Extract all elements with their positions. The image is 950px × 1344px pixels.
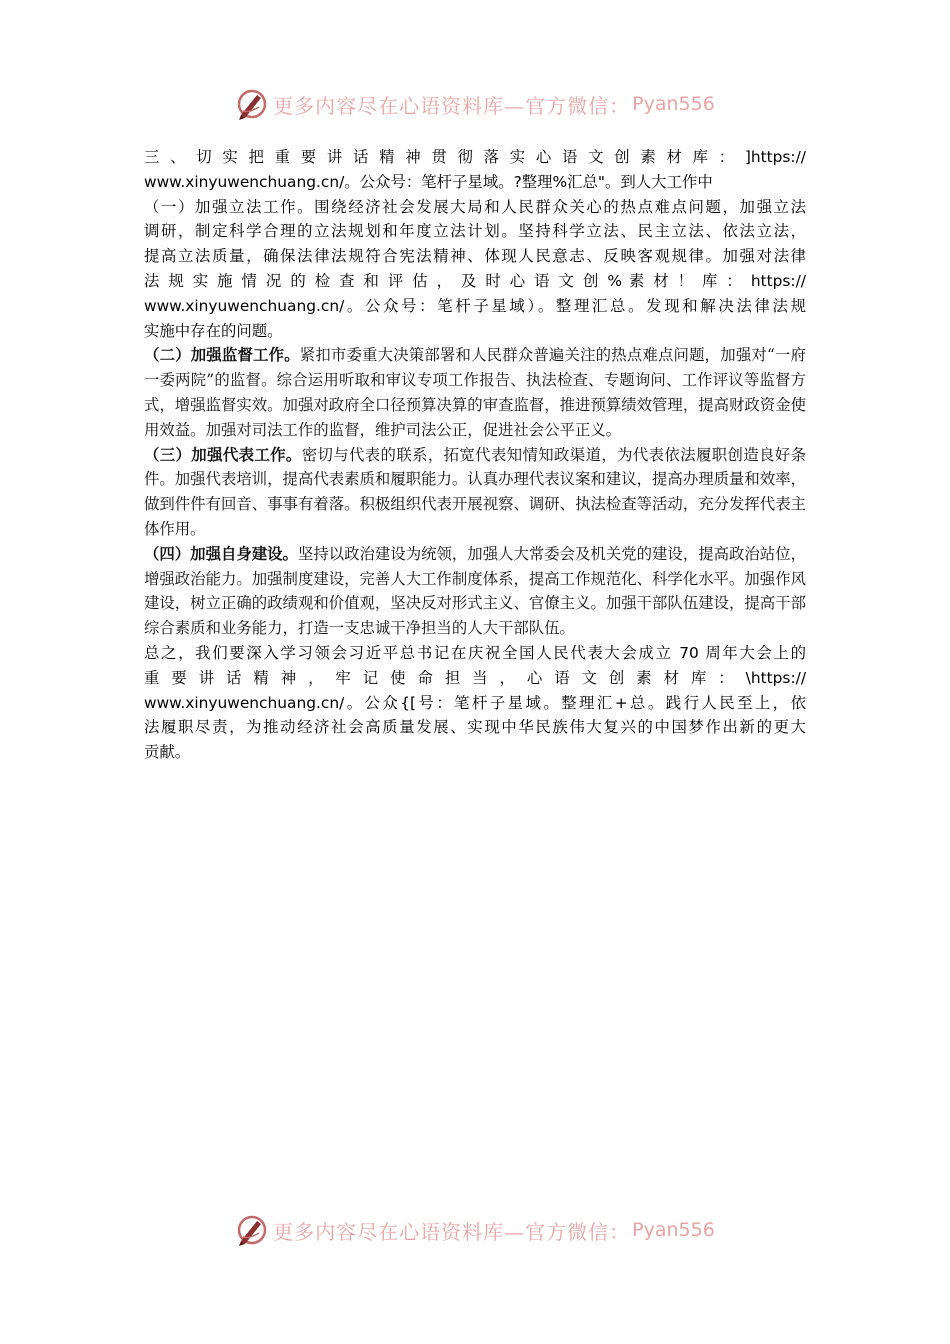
paragraph-text: 坚持以政治建设为统领，加强人大常委会及机关党的建设，提高政治站位，增强政治能力。加强制度建设，完善人大工作制度体系，提高工作规范化、科学化水平。加强作风建设，树立正确的政绩观和价值观，坚决反对形式主义、官僚主义。加强干部队伍建设，提高干部综合素质和业务能力，打造一支忠诚干净担当的人大干部队伍。: [144, 544, 806, 638]
banner-wechat-handle: Pyan556: [632, 1219, 715, 1241]
header-banner: [0, 84, 950, 124]
banner-text: 更多内容尽在心语资料库—官方微信：: [273, 1219, 631, 1244]
document-body: [144, 145, 806, 765]
paragraph-legislation: [144, 195, 806, 344]
text-line: www.xinyuwenchuang.cn/。公众号：笔杆子星域）。整理汇总。发现和解决法律法规: [144, 296, 806, 315]
text-line: 法 规 实 施 情 况 的 检 查 和 评 估 ， 及 时 心 语 文 创 % 素 材 ！ 库 ： https://: [144, 271, 806, 290]
paragraph-representatives: [144, 443, 806, 542]
paragraph-supervision: [144, 343, 806, 442]
text-line: 三 、 切 实 把 重 要 讲 话 精 神 贯 彻 落 实 心 语 文 创 素 材 库 ： ]https://: [144, 148, 806, 166]
text-line: 法履职尽责，为推动经济社会高质量发展、实现中华民族伟大复兴的中国梦作出新的更大: [144, 718, 806, 737]
pen-logo-icon: [235, 87, 269, 121]
paragraph-conclusion: [144, 641, 806, 765]
text-line: 贡献。: [144, 743, 191, 762]
text-line: www.xinyuwenchuang.cn/。公众号：笔杆子星域。?整理%汇总"。到人大工作中: [144, 172, 713, 191]
section-heading: （二）加强监督工作。: [144, 346, 300, 365]
section-heading: （三）加强代表工作。: [144, 445, 302, 464]
pen-logo-icon: [235, 1213, 269, 1247]
banner-wechat-handle: Pyan556: [632, 93, 715, 115]
text-line: www.xinyuwenchuang.cn/。公众{[号：笔杆子星域。整理汇+总。践行人民至上，依: [144, 693, 806, 712]
paragraph-self-building: [144, 542, 806, 641]
section-heading: （四）加强自身建设。: [144, 544, 298, 563]
text-line: 实施中存在的问题。: [144, 321, 283, 340]
text-line: 总之，我们要深入学习领会习近平总书记在庆祝全国人民代表大会成立 70 周年大会上的: [144, 643, 806, 662]
paragraph-text: 紧扣市委重大决策部署和人民群众普遍关注的热点难点问题，加强对“一府一委两院”的监督。综合运用听取和审议专项工作报告、执法检查、专题询问、工作评议等监督方式，增强监督实效。加强对政府全口径预算决算的审查监督，推进预算绩效管理，提高财政资金使用效益。加强对司法工作的监督，维护司法公正，促进社会公平正义。: [144, 346, 806, 439]
paragraph-intro: [144, 145, 806, 195]
text-line: 提高立法质量，确保法律法规符合宪法精神、体现人民意志、反映客观规律。加强对法律: [144, 247, 806, 266]
text-line: 调研，制定科学合理的立法规划和年度立法计划。坚持科学立法、民主立法、依法立法，: [144, 222, 806, 241]
text-line: （一）加强立法工作。围绕经济社会发展大局和人民群众关心的热点难点问题，加强立法: [144, 197, 806, 216]
paragraph-text: 密切与代表的联系，拓宽代表知情知政渠道，为代表依法履职创造良好条件。加强代表培训，提高代表素质和履职能力。认真办理代表议案和建议，提高办理质量和效率，做到件件有回音、事事有着落。积极组织代表开展视察、调研、执法检查等活动，充分发挥代表主体作用。: [144, 445, 806, 538]
banner-text: 更多内容尽在心语资料库—官方微信：: [273, 93, 631, 118]
text-line: 重 要 讲 话 精 神 ， 牢 记 使 命 担 当 ， 心 语 文 创 素 材 库 ： \https://: [144, 668, 806, 687]
footer-banner: [0, 1210, 950, 1250]
